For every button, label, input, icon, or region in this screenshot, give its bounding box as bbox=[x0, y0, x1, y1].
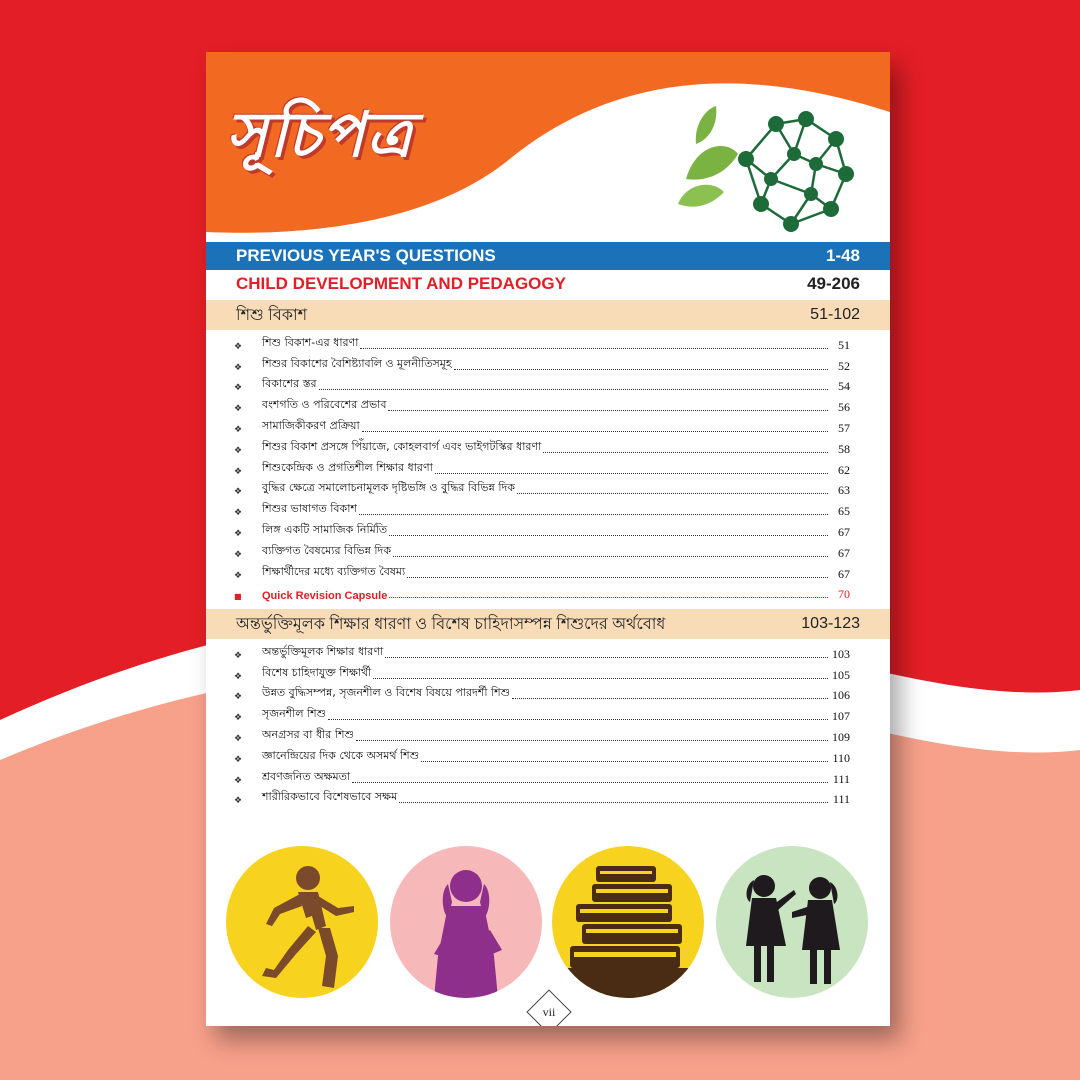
toc-label: লিঙ্গ একটি সামাজিক নির্মিতি bbox=[262, 522, 388, 536]
toc-page: 56 bbox=[838, 400, 850, 415]
reading-girl-icon bbox=[390, 846, 542, 998]
diamond-bullet-icon: ❖ bbox=[234, 775, 243, 786]
diamond-bullet-icon: ❖ bbox=[234, 528, 243, 539]
toc-page: 52 bbox=[838, 358, 850, 373]
toc-page: 51 bbox=[838, 337, 850, 352]
toc-page: 57 bbox=[838, 420, 850, 435]
section-range: 51-102 bbox=[810, 306, 860, 323]
diamond-bullet-icon: ❖ bbox=[234, 796, 243, 807]
page-title: সূচিপত্র bbox=[226, 98, 414, 171]
toc-label: বংশগতি ও পরিবেশের প্রভাব bbox=[262, 398, 387, 412]
toc-page: 67 bbox=[838, 545, 850, 560]
diamond-bullet-icon: ❖ bbox=[234, 466, 243, 477]
diamond-bullet-icon: ❖ bbox=[234, 508, 243, 519]
toc-label: শিশুকেন্দ্রিক ও প্রগতিশীল শিক্ষার ধারণা bbox=[262, 460, 433, 474]
toc-row bbox=[206, 788, 890, 809]
toc-label: বিকাশের স্তর bbox=[262, 377, 317, 391]
section-title: অন্তর্ভুক্তিমূলক শিক্ষার ধারণা ও বিশেষ চাহিদাসম্পন্ন শিশুদের অর্থবোধ bbox=[236, 615, 666, 633]
dot-leader bbox=[407, 576, 828, 578]
toc-page: 111 bbox=[832, 771, 850, 786]
toc-row bbox=[206, 437, 890, 458]
running-boy-icon bbox=[226, 846, 378, 998]
toc-label: শিশুর বিকাশের বৈশিষ্ট্যাবলি ও মূলনীতিসমূহ bbox=[262, 356, 452, 370]
toc-label: উন্নত বুদ্ধিসম্পন্ন, সৃজনশীল ও বিশেষ বিষয়ে পারদর্শী শিশু bbox=[262, 686, 511, 700]
child-development-band bbox=[206, 270, 890, 298]
diamond-bullet-icon: ❖ bbox=[234, 733, 243, 744]
toc-page: 109 bbox=[832, 729, 850, 744]
toc-row bbox=[206, 746, 890, 767]
dot-leader bbox=[359, 513, 828, 515]
toc-label: শিক্ষার্থীদের মধ্যে ব্যক্তিগত বৈষম্য bbox=[262, 564, 406, 578]
dot-leader bbox=[543, 451, 828, 453]
contents-page bbox=[206, 52, 890, 1026]
toc-page: 70 bbox=[838, 587, 850, 602]
toc-row bbox=[206, 642, 890, 663]
diamond-bullet-icon: ❖ bbox=[234, 341, 243, 352]
toc-page: 54 bbox=[838, 379, 850, 394]
toc-label: ব্যক্তিগত বৈষম্যের বিভিন্ন দিক bbox=[262, 543, 392, 557]
toc-label: জ্ঞানেন্দ্রিয়ের দিক থেকে অসমর্থ শিশু bbox=[262, 748, 420, 762]
toc-row bbox=[206, 333, 890, 354]
diamond-bullet-icon: ❖ bbox=[234, 445, 243, 456]
dot-leader bbox=[373, 677, 828, 679]
toc-label: বিশেষ চাহিদাযুক্ত শিক্ষার্থী bbox=[262, 665, 372, 679]
band-label: CHILD DEVELOPMENT AND PEDAGOGY bbox=[236, 274, 566, 293]
toc-page: 62 bbox=[838, 462, 850, 477]
toc-row bbox=[206, 458, 890, 479]
dot-leader bbox=[517, 492, 828, 494]
dot-leader bbox=[389, 596, 828, 598]
diamond-bullet-icon: ❖ bbox=[234, 692, 243, 703]
dot-leader bbox=[352, 781, 828, 783]
toc-row bbox=[206, 562, 890, 583]
band-label: PREVIOUS YEAR'S QUESTIONS bbox=[236, 246, 496, 265]
diamond-bullet-icon: ❖ bbox=[234, 362, 243, 373]
toc-page: 106 bbox=[832, 688, 850, 703]
toc-row bbox=[206, 663, 890, 684]
molecule-leaf-icon bbox=[676, 84, 856, 234]
band-range: 1-48 bbox=[825, 246, 860, 265]
diamond-bullet-icon: ❖ bbox=[234, 549, 243, 560]
toc-row bbox=[206, 416, 890, 437]
talking-girls-icon bbox=[716, 846, 868, 998]
toc-page: 103 bbox=[832, 646, 850, 661]
square-bullet-icon: ■ bbox=[234, 592, 242, 602]
toc-label: অনগ্রসর বা ধীর শিশু bbox=[262, 727, 354, 741]
toc-page: 110 bbox=[832, 750, 850, 765]
toc-page: 67 bbox=[838, 566, 850, 581]
section-title: শিশু বিকাশ bbox=[236, 306, 308, 324]
dot-leader bbox=[512, 697, 828, 699]
toc-page: 111 bbox=[832, 792, 850, 807]
toc-row bbox=[206, 725, 890, 746]
book-stack-icon bbox=[552, 846, 704, 998]
illustration-row bbox=[206, 846, 890, 1006]
dot-leader bbox=[362, 430, 828, 432]
diamond-bullet-icon: ❖ bbox=[234, 754, 243, 765]
section-range: 103-123 bbox=[801, 615, 860, 632]
band-range: 49-206 bbox=[807, 274, 860, 293]
toc-label: শিশুর ভাষাগত বিকাশ bbox=[262, 502, 357, 516]
quick-revision-capsule-row bbox=[206, 583, 890, 604]
toc-label: Quick Revision Capsule bbox=[262, 590, 388, 603]
diamond-bullet-icon: ❖ bbox=[234, 424, 243, 435]
toc-row bbox=[206, 479, 890, 500]
diamond-bullet-icon: ❖ bbox=[234, 570, 243, 581]
page-number: vii bbox=[542, 1005, 556, 1019]
toc-list-section2 bbox=[206, 642, 890, 808]
dot-leader bbox=[435, 472, 828, 474]
toc-row bbox=[206, 541, 890, 562]
dot-leader bbox=[388, 409, 828, 411]
dot-leader bbox=[421, 760, 828, 762]
diamond-bullet-icon: ❖ bbox=[234, 671, 243, 682]
toc-label: বুদ্ধির ক্ষেত্রে সমালোচনামূলক দৃষ্টিভঙ্গি ও বুদ্ধির বিভিন্ন দিক bbox=[262, 481, 515, 495]
toc-label: শিশু বিকাশ-এর ধারণা bbox=[262, 335, 359, 349]
diamond-bullet-icon: ❖ bbox=[234, 404, 243, 415]
toc-row bbox=[206, 375, 890, 396]
toc-label: সামাজিকীকরণ প্রক্রিয়া bbox=[262, 418, 360, 432]
toc-page: 58 bbox=[838, 441, 850, 456]
dot-leader bbox=[356, 739, 828, 741]
toc-row bbox=[206, 767, 890, 788]
toc-row bbox=[206, 704, 890, 725]
toc-page: 63 bbox=[838, 483, 850, 498]
toc-page: 67 bbox=[838, 524, 850, 539]
dot-leader bbox=[319, 388, 828, 390]
previous-year-questions-band bbox=[206, 242, 890, 270]
toc-page: 65 bbox=[838, 504, 850, 519]
dot-leader bbox=[399, 801, 828, 803]
toc-row bbox=[206, 684, 890, 705]
dot-leader bbox=[389, 534, 828, 536]
diamond-bullet-icon: ❖ bbox=[234, 383, 243, 394]
diamond-bullet-icon: ❖ bbox=[234, 650, 243, 661]
toc-label: সৃজনশীল শিশু bbox=[262, 707, 327, 721]
toc-label: শ্রবণজনিত অক্ষমতা bbox=[262, 769, 351, 783]
toc-list-section1 bbox=[206, 333, 890, 603]
dot-leader bbox=[328, 718, 828, 720]
dot-leader bbox=[454, 368, 828, 370]
dot-leader bbox=[385, 656, 828, 658]
toc-row bbox=[206, 499, 890, 520]
toc-page: 105 bbox=[832, 667, 850, 682]
diamond-bullet-icon: ❖ bbox=[234, 713, 243, 724]
toc-row bbox=[206, 395, 890, 416]
toc-label: অন্তর্ভুক্তিমূলক শিক্ষার ধারণা bbox=[262, 644, 384, 658]
toc-label: শিশুর বিকাশ প্রসঙ্গে পিঁয়াজে, কোহলবার্গ এবং ভাইগটস্কির ধারণা bbox=[262, 439, 542, 453]
diamond-bullet-icon: ❖ bbox=[234, 487, 243, 498]
toc-row bbox=[206, 520, 890, 541]
toc-row bbox=[206, 354, 890, 375]
dot-leader bbox=[393, 555, 828, 557]
toc-page: 107 bbox=[832, 709, 850, 724]
dot-leader bbox=[360, 347, 828, 349]
section-header-child-development bbox=[206, 300, 890, 330]
section-header-inclusive-education bbox=[206, 609, 890, 639]
toc-label: শারীরিকভাবে বিশেষভাবে সক্ষম bbox=[262, 790, 398, 804]
